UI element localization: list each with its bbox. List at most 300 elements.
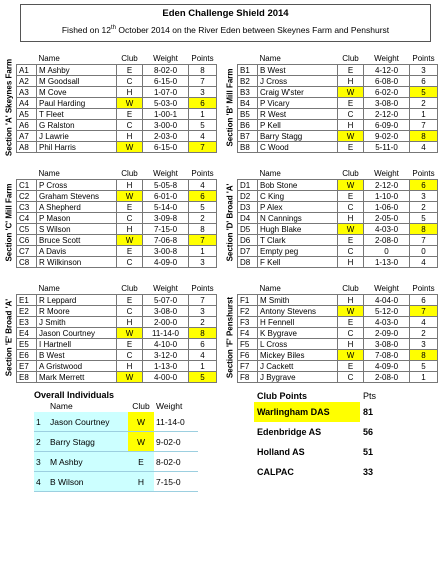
section-2 [225, 52, 438, 153]
section-header-row [238, 52, 438, 65]
overall-cell-pos: 2 [34, 432, 48, 452]
cell-weight: 8-02-0 [143, 65, 189, 76]
cell-club: E [117, 339, 143, 350]
list-item [254, 462, 396, 482]
cell-weight: 1-06-0 [364, 202, 410, 213]
cell-points: 7 [189, 76, 217, 87]
cell-weight: 6-09-0 [364, 120, 410, 131]
section-table [237, 282, 438, 383]
cell-name: P Mason [37, 213, 117, 224]
cell-weight: 6-01-0 [143, 191, 189, 202]
header-name: Name [38, 283, 60, 293]
cell-points: 8 [189, 65, 217, 76]
section-label: Section 'E' Broad 'A' [4, 298, 14, 377]
cell-weight: 1-07-0 [143, 87, 189, 98]
table-row [17, 191, 217, 202]
table-row [17, 76, 217, 87]
table-row [238, 350, 438, 361]
cell-name: Phil Harris [37, 142, 117, 153]
cell-club: H [338, 257, 364, 268]
overall-cell-weight: 11-14-0 [154, 412, 198, 432]
cell-peg: B1 [238, 65, 258, 76]
cell-weight: 2-03-0 [143, 131, 189, 142]
overall-cell-pos: 4 [34, 472, 48, 492]
cell-weight: 2-12-0 [364, 180, 410, 191]
cell-points: 4 [410, 317, 438, 328]
club-cell-pts: 56 [363, 427, 374, 437]
list-item [34, 472, 198, 492]
cell-weight: 11-14-0 [143, 328, 189, 339]
cell-points: 3 [189, 306, 217, 317]
header-weight: Weight [153, 168, 178, 178]
cell-weight: 5-05-8 [143, 180, 189, 191]
cell-club: W [338, 131, 364, 142]
table-row [17, 213, 217, 224]
table-row [238, 372, 438, 383]
overall-body [34, 412, 198, 492]
header-peg [238, 167, 258, 180]
cell-weight: 7-06-8 [143, 235, 189, 246]
page-subtitle [21, 25, 430, 35]
cell-points: 4 [189, 180, 217, 191]
section-header-row [238, 282, 438, 295]
table-row [17, 235, 217, 246]
table-row [238, 295, 438, 306]
list-item [254, 402, 396, 422]
cell-points: 5 [410, 361, 438, 372]
cell-peg: C2 [17, 191, 37, 202]
cell-name: A Gristwood [37, 361, 117, 372]
section-label: Section 'F' Penshurst [225, 296, 235, 379]
table-row [17, 328, 217, 339]
cell-peg: E8 [17, 372, 37, 383]
cell-club: C [338, 202, 364, 213]
cell-peg: D8 [238, 257, 258, 268]
table-row [238, 131, 438, 142]
club-cell-pts: 51 [363, 447, 374, 457]
club-cell-name: Warlingham DAS [254, 402, 360, 422]
cell-weight: 2-08-0 [364, 235, 410, 246]
section-label: Section 'C' Mill Farm [4, 183, 14, 262]
cell-club: W [117, 98, 143, 109]
header-points: Points [412, 53, 435, 63]
club-points [254, 390, 396, 482]
cell-peg: B3 [238, 87, 258, 98]
cell-club: H [117, 224, 143, 235]
cell-peg: D1 [238, 180, 258, 191]
subtitle-pre: Fished on 12 [61, 25, 112, 35]
cell-weight: 4-04-0 [364, 295, 410, 306]
cell-name: M Cove [37, 87, 117, 98]
cell-peg: A3 [17, 87, 37, 98]
section-4 [225, 167, 438, 268]
cell-club: C [338, 372, 364, 383]
cell-peg: E7 [17, 361, 37, 372]
table-row [238, 191, 438, 202]
cell-name: Antony Stevens [258, 306, 338, 317]
cell-points: 6 [410, 76, 438, 87]
cell-points: 6 [189, 98, 217, 109]
header-name: Name [259, 283, 281, 293]
cell-club: E [117, 65, 143, 76]
cell-name: P Vicary [258, 98, 338, 109]
cell-name: P Kell [258, 120, 338, 131]
cell-points: 8 [189, 328, 217, 339]
cell-weight: 3-08-0 [364, 339, 410, 350]
overall-cell-pos: 1 [34, 412, 48, 432]
cell-peg: F4 [238, 328, 258, 339]
table-row [238, 120, 438, 131]
header-name: Name [38, 53, 60, 63]
cell-weight: 4-10-0 [143, 339, 189, 350]
cell-club: C [117, 120, 143, 131]
cell-name: R Wilkinson [37, 257, 117, 268]
header-club: Club [121, 283, 138, 293]
table-row [17, 109, 217, 120]
cell-peg: D6 [238, 235, 258, 246]
cell-peg: C4 [17, 213, 37, 224]
cell-name: J Smith [37, 317, 117, 328]
cell-points: 4 [410, 142, 438, 153]
table-row [238, 109, 438, 120]
cell-peg: D5 [238, 224, 258, 235]
cell-name: J Cross [258, 76, 338, 87]
club-points-header-row [254, 390, 396, 402]
table-row [238, 328, 438, 339]
table-row [17, 142, 217, 153]
cell-points: 5 [189, 120, 217, 131]
cell-points: 1 [410, 109, 438, 120]
cell-peg: A7 [17, 131, 37, 142]
cell-club: H [338, 120, 364, 131]
cell-peg: C7 [17, 246, 37, 257]
cell-club: W [338, 350, 364, 361]
cell-weight: 2-00-0 [143, 317, 189, 328]
header-weight: Weight [374, 53, 399, 63]
cell-club: C [117, 76, 143, 87]
cell-club: C [117, 257, 143, 268]
cell-peg: E3 [17, 317, 37, 328]
cell-weight: 2-05-0 [364, 213, 410, 224]
page-title: Eden Challenge Shield 2014 [162, 8, 289, 19]
cell-points: 6 [410, 295, 438, 306]
cell-peg: B6 [238, 120, 258, 131]
club-cell-name: CALPAC [257, 467, 294, 477]
header-weight: Weight [153, 283, 178, 293]
cell-points: 4 [189, 350, 217, 361]
cell-name: Bruce Scott [37, 235, 117, 246]
cell-peg: F8 [238, 372, 258, 383]
cell-weight: 4-09-0 [364, 361, 410, 372]
cell-name: Jason Courtney [37, 328, 117, 339]
section-6 [225, 282, 438, 383]
cell-club: E [117, 246, 143, 257]
cell-name: Graham Stevens [37, 191, 117, 202]
cell-name: G Ralston [37, 120, 117, 131]
cell-name: N Cannings [258, 213, 338, 224]
overall-cell-name: M Ashby [48, 452, 128, 472]
header-peg [238, 282, 258, 295]
overall-cell-club: W [128, 412, 154, 432]
cell-name: Barry Stagg [258, 131, 338, 142]
cell-name: J Lawrie [37, 131, 117, 142]
cell-points: 6 [410, 180, 438, 191]
cell-club: W [117, 142, 143, 153]
cell-peg: E5 [17, 339, 37, 350]
table-row [17, 180, 217, 191]
list-item [34, 452, 198, 472]
cell-name: T Fleet [37, 109, 117, 120]
cell-weight: 3-09-8 [143, 213, 189, 224]
cell-points: 7 [410, 120, 438, 131]
cell-name: J Cackett [258, 361, 338, 372]
cell-name: M Smith [258, 295, 338, 306]
cell-name: I Hartnell [37, 339, 117, 350]
cell-points: 1 [189, 109, 217, 120]
header-points: Points [412, 168, 435, 178]
cell-points: 5 [410, 87, 438, 98]
cell-peg: B2 [238, 76, 258, 87]
table-row [17, 306, 217, 317]
section-table [16, 282, 217, 383]
cell-club: W [338, 87, 364, 98]
cell-points: 1 [189, 361, 217, 372]
club-points-pts-header: Pts [363, 391, 377, 401]
header-name: Name [259, 53, 281, 63]
cell-points: 2 [410, 328, 438, 339]
cell-peg: A8 [17, 142, 37, 153]
overall-cell-name: Barry Stagg [48, 432, 128, 452]
cell-club: H [338, 213, 364, 224]
header-peg [238, 52, 258, 65]
list-item [254, 422, 396, 442]
cell-club: C [117, 306, 143, 317]
cell-name: M Ashby [37, 65, 117, 76]
cell-name: Mark Merrett [37, 372, 117, 383]
cell-peg: F7 [238, 361, 258, 372]
overall-cell-club: W [128, 432, 154, 452]
cell-club: W [338, 306, 364, 317]
table-row [238, 202, 438, 213]
table-row [17, 246, 217, 257]
table-row [238, 213, 438, 224]
cell-points: 6 [189, 339, 217, 350]
list-item [34, 412, 198, 432]
cell-weight: 4-00-0 [143, 372, 189, 383]
cell-points: 5 [410, 213, 438, 224]
section-table [237, 52, 438, 153]
cell-peg: F2 [238, 306, 258, 317]
cell-name: Empty peg [258, 246, 338, 257]
header-points: Points [191, 283, 214, 293]
header-points: Points [191, 53, 214, 63]
cell-weight: 4-09-0 [143, 257, 189, 268]
cell-club: E [117, 202, 143, 213]
table-row [17, 257, 217, 268]
table-row [238, 142, 438, 153]
cell-club: H [117, 317, 143, 328]
cell-peg: C6 [17, 235, 37, 246]
cell-peg: D3 [238, 202, 258, 213]
cell-points: 3 [410, 65, 438, 76]
overall-weight-header: Weight [156, 401, 183, 411]
cell-club: W [338, 224, 364, 235]
header-points: Points [412, 283, 435, 293]
club-points-title: Club Points [257, 391, 307, 401]
overall-name-header: Name [50, 401, 73, 411]
cell-name: L Cross [258, 339, 338, 350]
cell-peg: C8 [17, 257, 37, 268]
cell-peg: F6 [238, 350, 258, 361]
section-table [16, 167, 217, 268]
header-name: Name [259, 168, 281, 178]
cell-points: 8 [410, 350, 438, 361]
club-cell-name: Edenbridge AS [257, 427, 322, 437]
cell-weight: 3-00-8 [143, 246, 189, 257]
cell-peg: C1 [17, 180, 37, 191]
table-row [238, 361, 438, 372]
cell-club: W [338, 180, 364, 191]
cell-points: 5 [189, 372, 217, 383]
section-header-row [238, 167, 438, 180]
overall-table [34, 400, 198, 492]
cell-points: 2 [410, 202, 438, 213]
cell-points: 2 [189, 317, 217, 328]
cell-club: E [338, 235, 364, 246]
table-row [17, 361, 217, 372]
cell-peg: E2 [17, 306, 37, 317]
cell-peg: A4 [17, 98, 37, 109]
list-item [254, 442, 396, 462]
cell-club: H [117, 87, 143, 98]
cell-club: C [338, 246, 364, 257]
cell-points: 3 [189, 87, 217, 98]
club-cell-pts: 81 [363, 407, 374, 417]
table-row [17, 350, 217, 361]
cell-club: W [117, 235, 143, 246]
section-3 [4, 167, 217, 268]
cell-name: Hugh Blake [258, 224, 338, 235]
table-row [17, 98, 217, 109]
cell-name: C Wood [258, 142, 338, 153]
cell-weight: 1-13-0 [364, 257, 410, 268]
cell-name: K Bygrave [258, 328, 338, 339]
cell-club: W [117, 191, 143, 202]
table-row [238, 87, 438, 98]
cell-club: H [117, 361, 143, 372]
cell-name: R Moore [37, 306, 117, 317]
cell-name: C King [258, 191, 338, 202]
table-row [238, 339, 438, 350]
cell-club: E [338, 142, 364, 153]
cell-peg: B4 [238, 98, 258, 109]
cell-points: 2 [410, 98, 438, 109]
cell-name: B West [258, 65, 338, 76]
header-points: Points [191, 168, 214, 178]
table-row [17, 131, 217, 142]
cell-points: 4 [189, 131, 217, 142]
cell-points: 3 [410, 339, 438, 350]
cell-name: Paul Harding [37, 98, 117, 109]
cell-peg: A1 [17, 65, 37, 76]
section-header-row [17, 167, 217, 180]
cell-peg: B8 [238, 142, 258, 153]
cell-club: E [338, 65, 364, 76]
section-1 [4, 52, 217, 157]
cell-name: R West [258, 109, 338, 120]
table-row [238, 235, 438, 246]
overall-cell-weight: 8-02-0 [154, 452, 198, 472]
overall-cell-weight: 9-02-0 [154, 432, 198, 452]
cell-weight: 3-00-0 [143, 120, 189, 131]
cell-weight: 7-08-0 [364, 350, 410, 361]
cell-points: 6 [189, 191, 217, 202]
table-row [238, 257, 438, 268]
cell-peg: D2 [238, 191, 258, 202]
cell-weight: 5-07-0 [143, 295, 189, 306]
section-header-row [17, 282, 217, 295]
cell-club: E [338, 191, 364, 202]
table-row [238, 306, 438, 317]
club-cell-pts: 33 [363, 467, 374, 477]
cell-name: S Wilson [37, 224, 117, 235]
cell-name: Bob Stone [258, 180, 338, 191]
cell-peg: A2 [17, 76, 37, 87]
section-table [16, 52, 217, 153]
table-row [238, 65, 438, 76]
cell-club: C [117, 350, 143, 361]
cell-points: 8 [410, 131, 438, 142]
table-row [17, 317, 217, 328]
cell-club: E [338, 317, 364, 328]
cell-club: W [117, 372, 143, 383]
cell-points: 1 [189, 246, 217, 257]
cell-club: E [338, 98, 364, 109]
cell-weight: 6-02-0 [364, 87, 410, 98]
cell-peg: E4 [17, 328, 37, 339]
cell-points: 3 [410, 191, 438, 202]
cell-club: H [117, 180, 143, 191]
cell-peg: F5 [238, 339, 258, 350]
cell-club: H [117, 131, 143, 142]
table-row [238, 246, 438, 257]
table-row [17, 372, 217, 383]
cell-peg: A6 [17, 120, 37, 131]
overall-cell-weight: 7-15-0 [154, 472, 198, 492]
cell-weight: 7-15-0 [143, 224, 189, 235]
club-cell-name: Holland AS [257, 447, 305, 457]
cell-weight: 5-12-0 [364, 306, 410, 317]
cell-weight: 9-02-0 [364, 131, 410, 142]
cell-points: 0 [410, 246, 438, 257]
cell-points: 7 [189, 295, 217, 306]
cell-points: 1 [410, 372, 438, 383]
table-row [17, 224, 217, 235]
cell-weight: 6-15-0 [143, 142, 189, 153]
table-row [238, 76, 438, 87]
overall-cell-club: H [128, 472, 154, 492]
cell-points: 7 [189, 235, 217, 246]
cell-points: 2 [189, 213, 217, 224]
cell-weight: 1-00-1 [143, 109, 189, 120]
cell-name: A Shepherd [37, 202, 117, 213]
cell-weight: 5-11-0 [364, 142, 410, 153]
cell-name: H Fennell [258, 317, 338, 328]
cell-peg: A5 [17, 109, 37, 120]
cell-club: E [338, 361, 364, 372]
overall-cell-name: B Wilson [48, 472, 128, 492]
header-peg [17, 282, 37, 295]
